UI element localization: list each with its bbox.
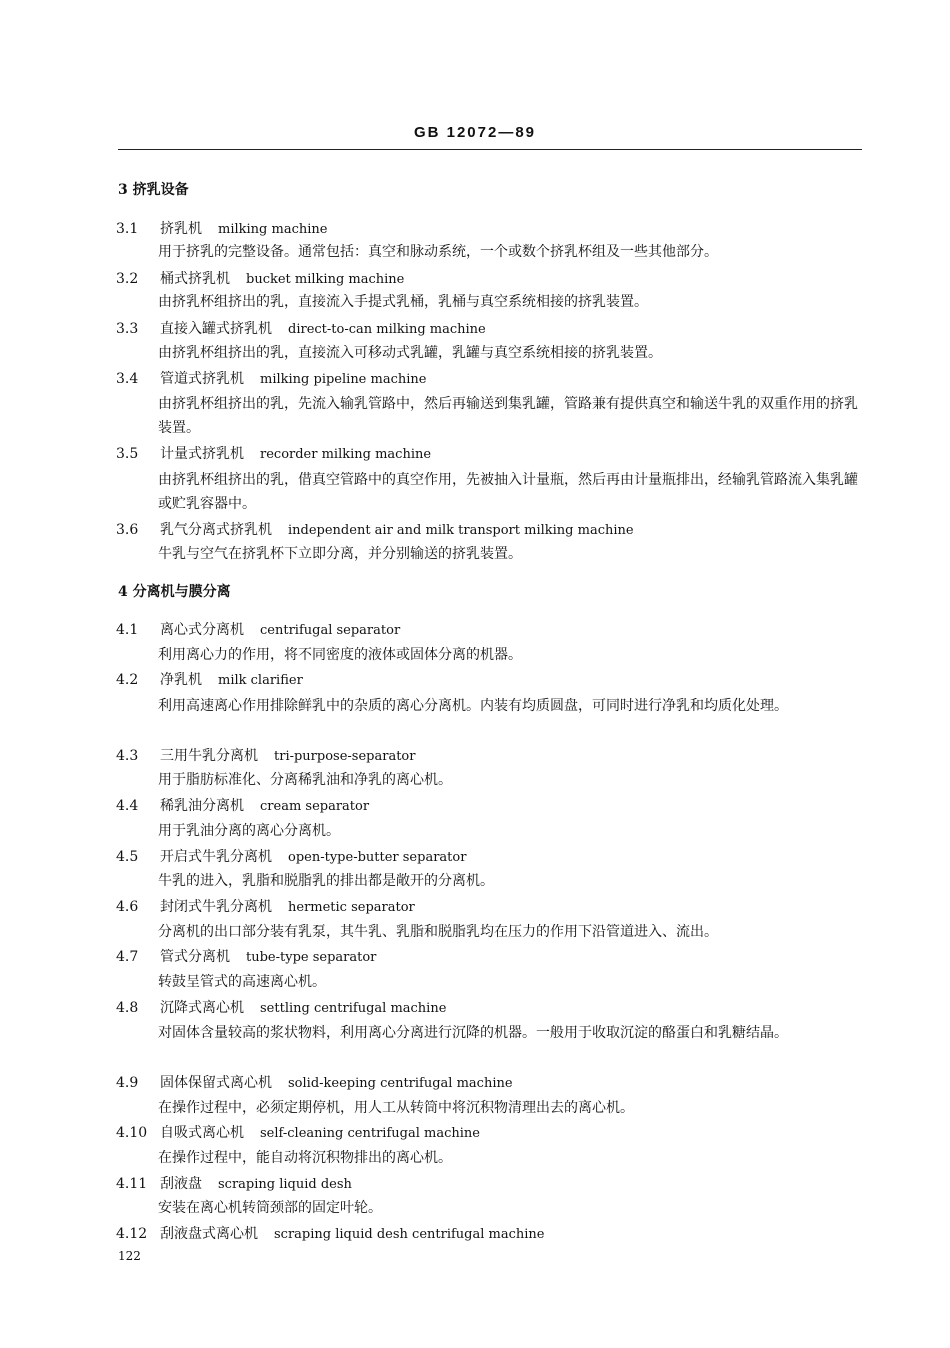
term-3-4 <box>116 368 426 388</box>
term-chinese: 乳气分离式挤乳机 <box>160 522 272 538</box>
term-4-7 <box>116 946 376 966</box>
section-heading-3: 3 挤乳设备 <box>118 182 189 198</box>
term-english: tube-type separator <box>246 950 377 965</box>
term-4-4 <box>116 795 369 815</box>
term-english: bucket milking machine <box>246 272 405 287</box>
term-number: 4.2 <box>116 672 139 688</box>
term-chinese: 管道式挤乳机 <box>160 371 244 387</box>
term-definition: 用于脂肪标准化、分离稀乳油和净乳的离心机。 <box>158 772 452 788</box>
term-definition: 由挤乳杯组挤出的乳，借真空管路中的真空作用，先被抽入计量瓶，然后再由计量瓶排出，经输乳管路流入集乳罐或贮乳容器中。 <box>158 472 858 512</box>
term-definition: 用于乳油分离的离心分离机。 <box>158 823 340 839</box>
term-definition: 由挤乳杯组挤出的乳，先流入输乳管路中，然后再输送到集乳罐，管路兼有提供真空和输送牛乳的双重作用的挤乳装置。 <box>158 396 858 436</box>
term-number: 4.12 <box>116 1226 148 1242</box>
term-4-3 <box>116 745 415 765</box>
term-number: 4.9 <box>116 1075 139 1091</box>
term-chinese: 封闭式牛乳分离机 <box>160 899 272 915</box>
term-4-9 <box>116 1072 513 1092</box>
term-definition: 转鼓呈管式的高速离心机。 <box>158 974 326 990</box>
term-chinese: 刮液盘 <box>160 1176 202 1192</box>
standard-code-header: GB 12072—89 <box>413 124 537 141</box>
term-number: 3.2 <box>116 271 139 287</box>
header-rule <box>118 149 862 150</box>
term-english: cream separator <box>260 799 370 814</box>
term-number: 3.5 <box>116 446 139 462</box>
term-number: 4.6 <box>116 899 139 915</box>
term-number: 3.6 <box>116 522 139 538</box>
term-definition: 由挤乳杯组挤出的乳，直接流入可移动式乳罐，乳罐与真空系统相接的挤乳装置。 <box>158 345 662 361</box>
term-english: self-cleaning centrifugal machine <box>260 1126 480 1141</box>
term-chinese: 桶式挤乳机 <box>160 271 230 287</box>
term-3-3 <box>116 318 486 338</box>
term-3-1 <box>116 218 327 238</box>
term-chinese: 沉降式离心机 <box>160 1000 244 1016</box>
term-4-5 <box>116 846 466 866</box>
term-4-2 <box>116 669 303 689</box>
term-number: 4.1 <box>116 622 139 638</box>
term-chinese: 稀乳油分离机 <box>160 798 244 814</box>
term-english: hermetic separator <box>288 900 415 915</box>
term-number: 3.4 <box>116 371 139 387</box>
term-chinese: 挤乳机 <box>160 221 202 237</box>
term-chinese: 刮液盘式离心机 <box>160 1226 258 1242</box>
term-chinese: 离心式分离机 <box>160 622 244 638</box>
term-number: 4.3 <box>116 748 139 764</box>
term-definition: 利用离心力的作用，将不同密度的液体或固体分离的机器。 <box>158 647 522 663</box>
term-english: scraping liquid desh centrifugal machine <box>274 1227 545 1242</box>
term-3-5 <box>116 443 431 463</box>
term-definition: 分离机的出口部分装有乳泵，其牛乳、乳脂和脱脂乳均在压力的作用下沿管道进入、流出。 <box>158 924 718 940</box>
term-definition: 由挤乳杯组挤出的乳，直接流入手提式乳桶，乳桶与真空系统相接的挤乳装置。 <box>158 294 648 310</box>
term-4-10 <box>116 1122 480 1142</box>
term-4-12 <box>116 1223 544 1243</box>
term-english: solid-keeping centrifugal machine <box>288 1076 513 1091</box>
term-english: open-type-butter separator <box>288 850 467 865</box>
term-4-8 <box>116 997 446 1017</box>
term-english: independent air and milk transport milking machine <box>288 523 634 538</box>
term-chinese: 固体保留式离心机 <box>160 1075 272 1091</box>
term-english: centrifugal separator <box>260 623 401 638</box>
term-number: 4.10 <box>116 1125 148 1141</box>
term-definition: 对固体含量较高的浆状物料，利用离心分离进行沉降的机器。一般用于收取沉淀的酪蛋白和乳糖结晶。 <box>158 1025 788 1041</box>
term-definition: 在操作过程中，能自动将沉积物排出的离心机。 <box>158 1150 452 1166</box>
section-heading-4: 4 分离机与膜分离 <box>118 584 231 600</box>
term-number: 4.11 <box>116 1176 148 1192</box>
term-chinese: 三用牛乳分离机 <box>160 748 258 764</box>
term-chinese: 开启式牛乳分离机 <box>160 849 272 865</box>
term-number: 4.7 <box>116 949 139 965</box>
term-chinese: 净乳机 <box>160 672 202 688</box>
term-definition: 安装在离心机转筒颈部的固定叶轮。 <box>158 1200 382 1216</box>
term-english: settling centrifugal machine <box>260 1001 447 1016</box>
term-english: milking pipeline machine <box>260 372 427 387</box>
term-chinese: 管式分离机 <box>160 949 230 965</box>
term-4-11 <box>116 1173 352 1193</box>
term-definition: 牛乳的进入，乳脂和脱脂乳的排出都是敞开的分离机。 <box>158 873 494 889</box>
term-english: direct-to-can milking machine <box>288 322 486 337</box>
term-chinese: 直接入罐式挤乳机 <box>160 321 272 337</box>
term-number: 4.4 <box>116 798 139 814</box>
term-english: tri-purpose-separator <box>274 749 416 764</box>
term-number: 4.8 <box>116 1000 139 1016</box>
term-english: milk clarifier <box>218 673 303 688</box>
term-definition: 利用高速离心作用排除鲜乳中的杂质的离心分离机。内装有均质圆盘，可同时进行净乳和均质化处理。 <box>158 698 788 714</box>
term-chinese: 计量式挤乳机 <box>160 446 244 462</box>
term-definition: 用于挤乳的完整设备。通常包括：真空和脉动系统，一个或数个挤乳杯组及一些其他部分。 <box>158 244 718 260</box>
term-number: 3.3 <box>116 321 139 337</box>
term-english: milking machine <box>218 222 328 237</box>
term-3-6 <box>116 519 634 539</box>
term-3-2 <box>116 268 404 288</box>
term-english: scraping liquid desh <box>218 1177 352 1192</box>
term-definition: 牛乳与空气在挤乳杯下立即分离，并分别输送的挤乳装置。 <box>158 546 522 562</box>
term-number: 3.1 <box>116 221 139 237</box>
term-4-1 <box>116 619 400 639</box>
term-definition: 在操作过程中，必须定期停机，用人工从转筒中将沉积物清理出去的离心机。 <box>158 1100 634 1116</box>
term-4-6 <box>116 896 415 916</box>
page-number: 122 <box>118 1249 141 1263</box>
term-number: 4.5 <box>116 849 139 865</box>
term-english: recorder milking machine <box>260 447 432 462</box>
term-chinese: 自吸式离心机 <box>160 1125 244 1141</box>
